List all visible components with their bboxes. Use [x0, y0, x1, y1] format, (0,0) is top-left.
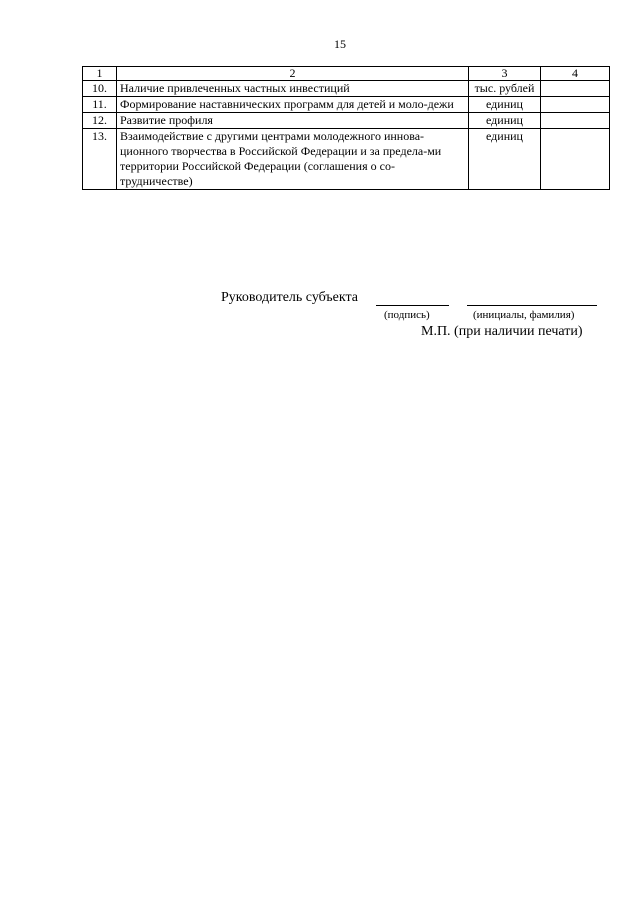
header-cell-3: 3: [469, 67, 541, 81]
header-cell-2: 2: [117, 67, 469, 81]
name-line: [467, 305, 597, 306]
row-number: 11.: [83, 97, 117, 113]
row-number: 13.: [83, 129, 117, 190]
row-name: Развитие профиля: [117, 113, 469, 129]
row-number: 10.: [83, 81, 117, 97]
row-name: Взаимодействие с другими центрами молодежного иннова-ционного творчества в Российской Федерации и за предела-ми территории Российской Федерации (соглашения о со-трудничестве): [117, 129, 469, 190]
row-unit: единиц: [469, 129, 541, 190]
header-cell-1: 1: [83, 67, 117, 81]
row-unit: единиц: [469, 113, 541, 129]
signature-caption: (подпись): [384, 309, 430, 321]
name-caption: (инициалы, фамилия): [473, 309, 575, 321]
row-name: Формирование наставнических программ для детей и моло-дежи: [117, 97, 469, 113]
stamp-note: М.П. (при наличии печати): [421, 324, 583, 339]
signature-line: [376, 305, 449, 306]
row-unit: единиц: [469, 97, 541, 113]
row-name: Наличие привлеченных частных инвестиций: [117, 81, 469, 97]
header-cell-4: 4: [541, 67, 610, 81]
page-number: 15: [334, 37, 346, 51]
signatory-label: Руководитель субъекта: [221, 290, 358, 305]
row-number: 12.: [83, 113, 117, 129]
row-unit: тыс. рублей: [469, 81, 541, 97]
